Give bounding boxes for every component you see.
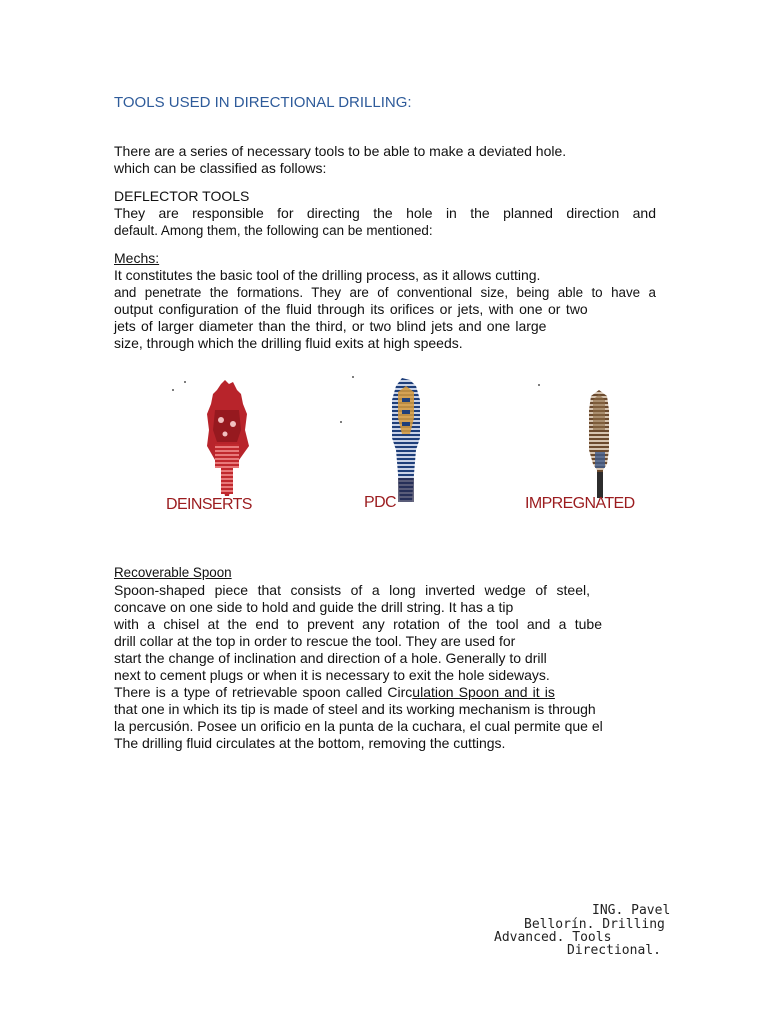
spoon-line-3: with a chisel at the end to prevent any rotation of the tool and a tube xyxy=(114,616,602,632)
spoon-line-8: that one in which its tip is made of steel and its working mechanism is through xyxy=(114,701,596,717)
spoon-line-9: la percusión. Posee un orificio en la punta de la cuchara, el cual permite que el xyxy=(114,718,603,734)
spoon-line-7 xyxy=(114,684,555,701)
spoon-line-4: drill collar at the top in order to rescue the tool. They are used for xyxy=(114,633,516,649)
deflector-line-1: They are responsible for directing the hole in the planned direction and xyxy=(114,205,656,221)
bit-label-pdc: PDC xyxy=(364,494,396,511)
bit-label-deinserts: DEINSERTS xyxy=(166,496,252,513)
bit-label-impregnated: IMPREGNATED xyxy=(525,495,635,512)
stray-dot xyxy=(340,421,342,423)
mechs-line-3: output configuration of the fluid through its orifices or jets, with one or two xyxy=(114,301,588,317)
circulation-spoon-underlined: ulation Spoon and it is xyxy=(412,684,555,700)
mechs-line-2: and penetrate the formations. They are of conventional size, being able to have a xyxy=(114,285,656,300)
mechs-heading: Mechs: xyxy=(114,250,160,266)
mechs-line-5: size, through which the drilling fluid exits at high speeds. xyxy=(114,335,463,351)
stray-dot xyxy=(352,376,354,378)
circ-prefix: There is a type of retrievable spoon called Circ xyxy=(114,684,413,700)
intro-line-1: There are a series of necessary tools to be able to make a deviated hole. xyxy=(114,143,567,159)
intro-line-2: which can be classified as follows: xyxy=(114,160,327,176)
spoon-line-10: The drilling fluid circulates at the bottom, removing the cuttings. xyxy=(114,735,506,751)
spoon-line-2: concave on one side to hold and guide the drill string. It has a tip xyxy=(114,599,514,615)
spoon-heading: Recoverable Spoon xyxy=(114,565,232,580)
impregnated-bit-icon xyxy=(585,390,613,500)
deflector-line-2: default. Among them, the following can be mentioned: xyxy=(114,223,433,238)
spoon-line-5: start the change of inclination and direction of a hole. Generally to drill xyxy=(114,650,547,666)
stray-dot xyxy=(172,389,174,391)
stray-dot xyxy=(184,381,186,383)
signature-line-4: Directional. xyxy=(567,943,661,958)
spoon-line-1: Spoon-shaped piece that consists of a long inverted wedge of steel, xyxy=(114,582,590,598)
signature-line-3: Advanced. Tools xyxy=(494,930,612,945)
red-insert-bit-icon xyxy=(203,380,251,498)
signature-line-1: ING. Pavel xyxy=(592,903,671,918)
spoon-line-6: next to cement plugs or when it is necessary to exit the hole sideways. xyxy=(114,667,550,683)
pdc-bit-icon xyxy=(388,378,424,506)
deflector-heading: DEFLECTOR TOOLS xyxy=(114,188,250,204)
mechs-line-1: It constitutes the basic tool of the drilling process, as it allows cutting. xyxy=(114,267,541,283)
stray-dot xyxy=(538,384,540,386)
signature-line-2: Bellorín. Drilling xyxy=(524,917,665,932)
page-title: TOOLS USED IN DIRECTIONAL DRILLING: xyxy=(114,94,412,111)
mechs-line-4: jets of larger diameter than the third, or two blind jets and one large xyxy=(114,318,547,334)
